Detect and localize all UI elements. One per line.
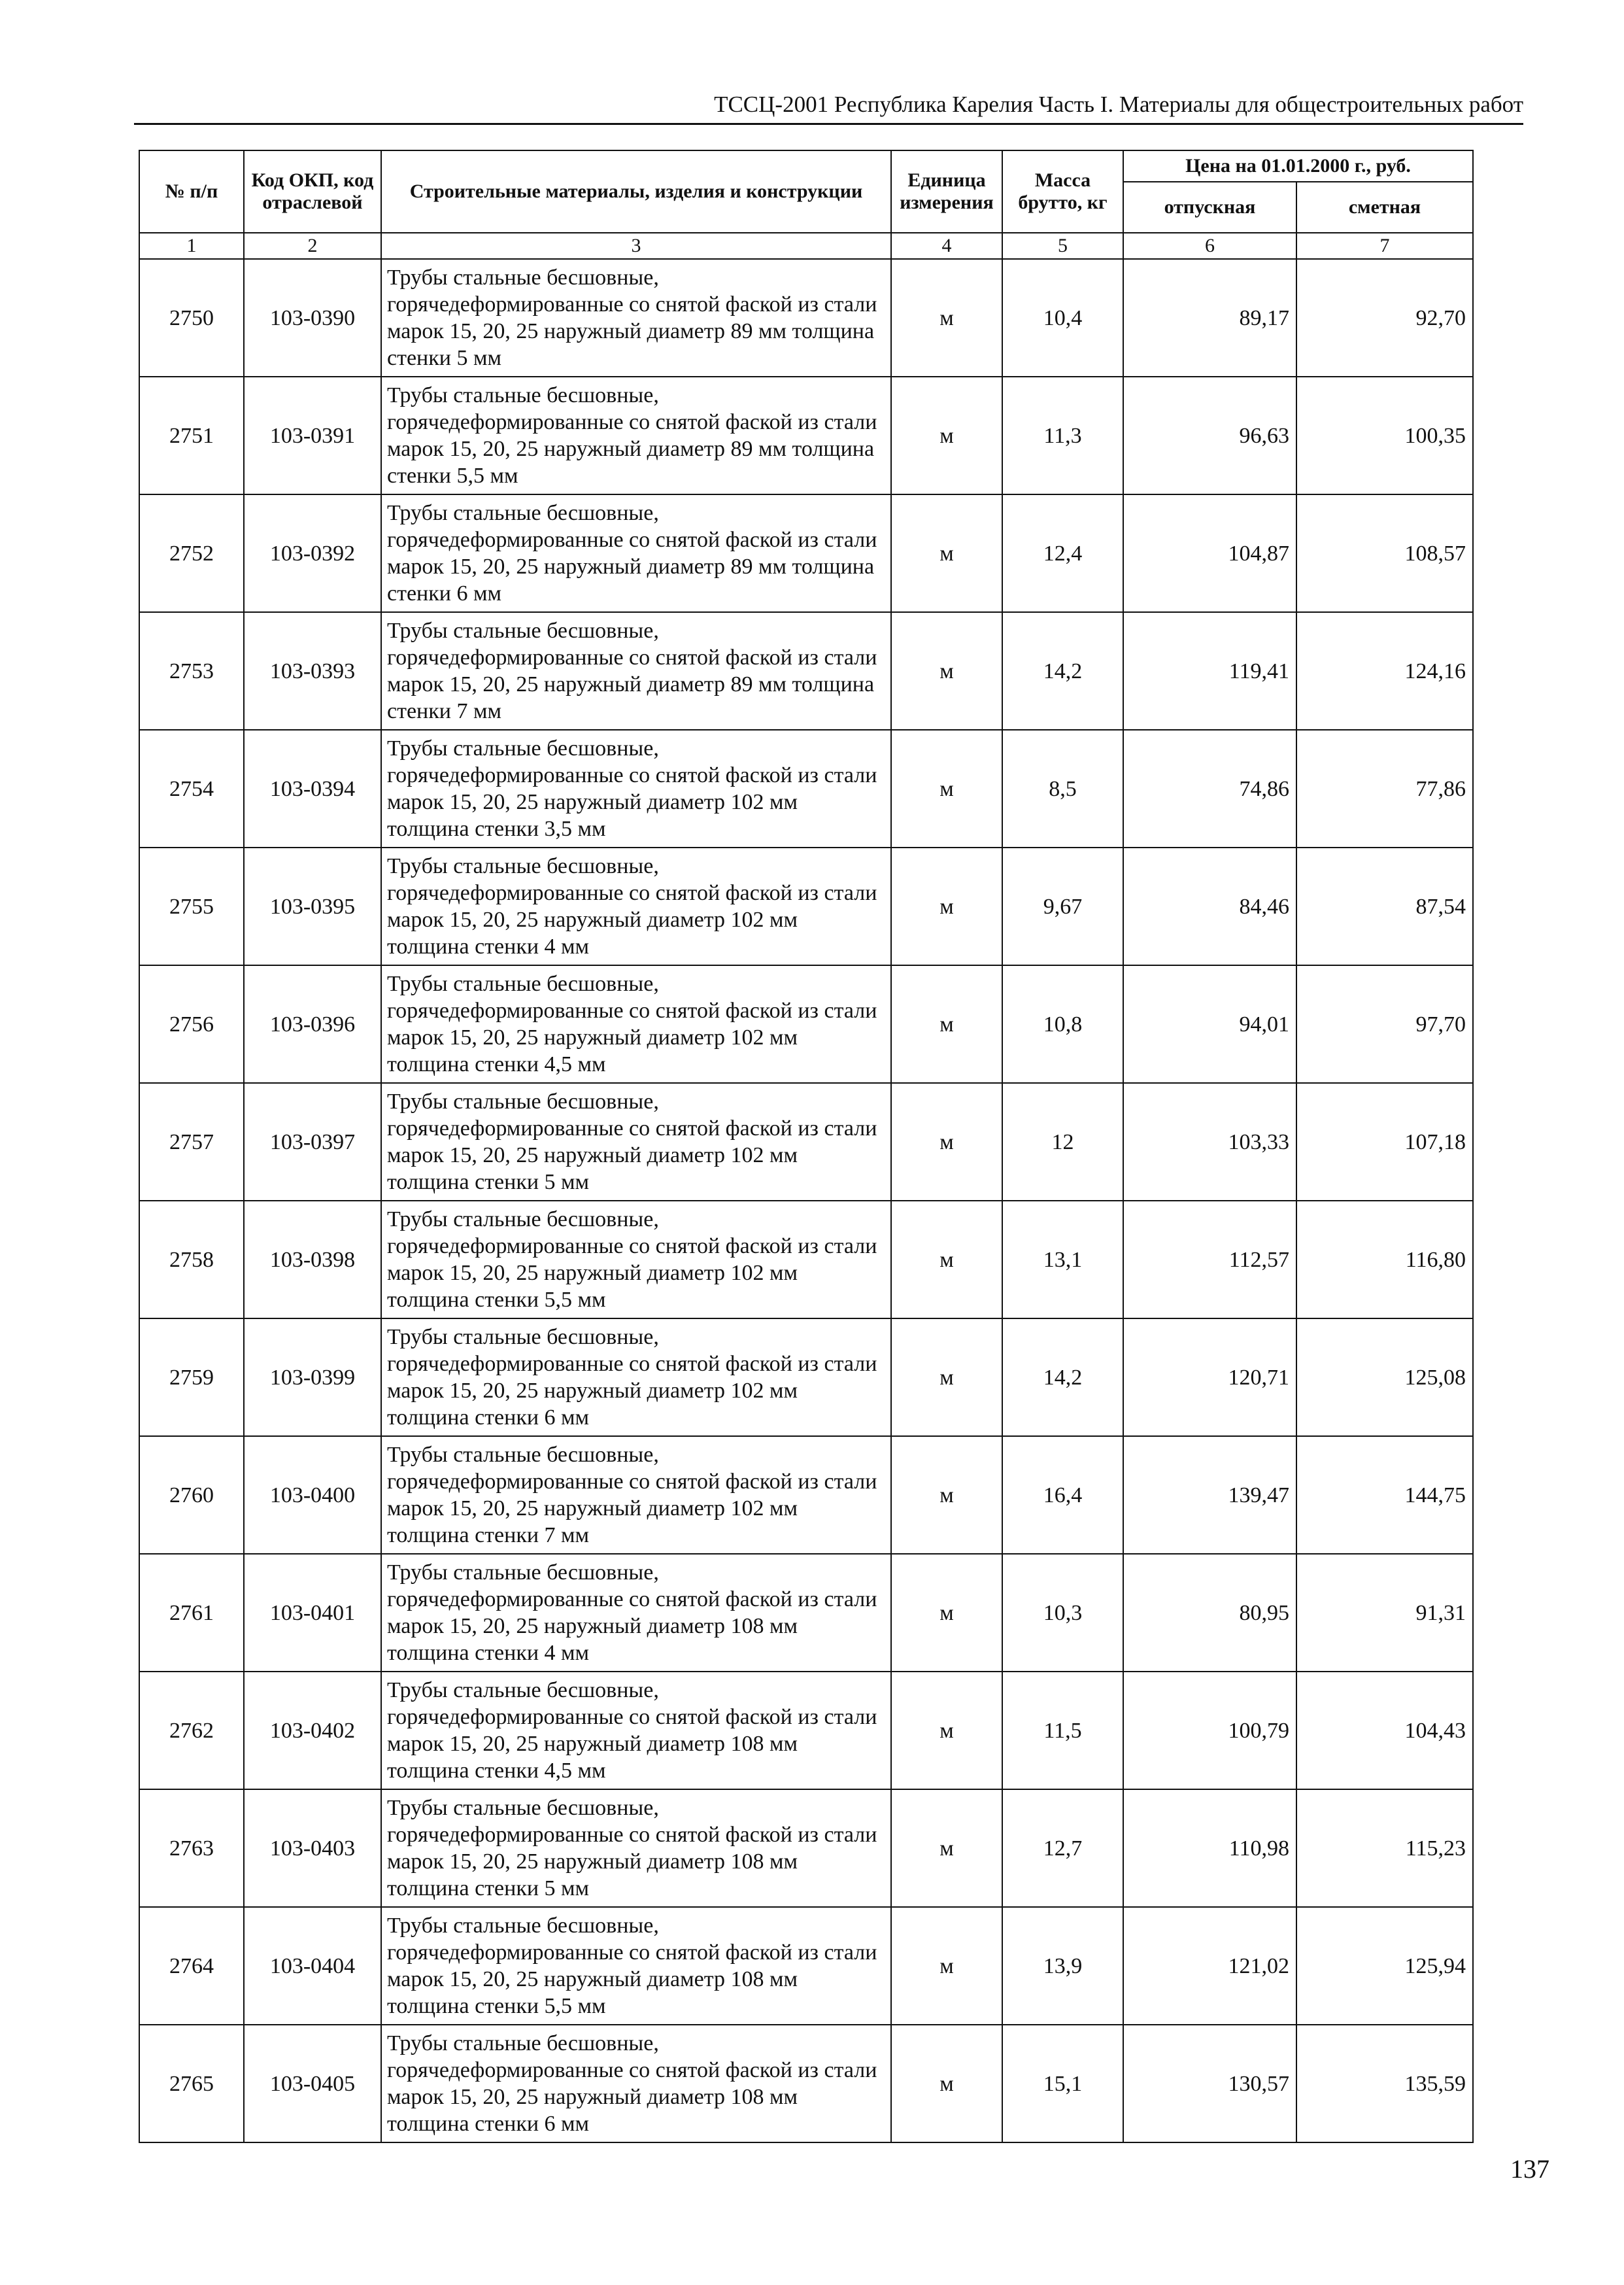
row-desc: Трубы стальные бесшовные, горячедеформированные со снятой фаской из стали марок 15, 20, 25 наружный диаметр 89 мм толщина стенки 5 мм — [381, 259, 891, 377]
row-mass: 10,3 — [1002, 1554, 1123, 1672]
row-num: 2764 — [139, 1907, 244, 2025]
column-index: 7 — [1296, 233, 1473, 259]
row-mass: 16,4 — [1002, 1436, 1123, 1554]
row-price-release: 110,98 — [1123, 1789, 1296, 1907]
row-num: 2753 — [139, 612, 244, 730]
row-price-release: 121,02 — [1123, 1907, 1296, 2025]
row-desc: Трубы стальные бесшовные, горячедеформированные со снятой фаской из стали марок 15, 20, 25 наружный диаметр 102 мм толщина стенки 4,5 мм — [381, 965, 891, 1083]
row-mass: 13,1 — [1002, 1201, 1123, 1318]
row-price-release: 80,95 — [1123, 1554, 1296, 1672]
row-num: 2750 — [139, 259, 244, 377]
column-index: 5 — [1002, 233, 1123, 259]
table-row — [139, 1672, 1473, 1789]
row-mass: 14,2 — [1002, 1318, 1123, 1436]
row-price-estimate: 124,16 — [1296, 612, 1473, 730]
row-unit: м — [891, 1672, 1002, 1789]
row-price-release: 103,33 — [1123, 1083, 1296, 1201]
header-price-group: Цена на 01.01.2000 г., руб. — [1123, 150, 1473, 182]
row-num: 2751 — [139, 377, 244, 494]
table-row — [139, 612, 1473, 730]
row-code: 103-0402 — [244, 1672, 381, 1789]
row-price-estimate: 107,18 — [1296, 1083, 1473, 1201]
row-price-release: 120,71 — [1123, 1318, 1296, 1436]
row-price-release: 94,01 — [1123, 965, 1296, 1083]
row-unit: м — [891, 1318, 1002, 1436]
row-unit: м — [891, 1907, 1002, 2025]
column-index: 1 — [139, 233, 244, 259]
row-code: 103-0398 — [244, 1201, 381, 1318]
header-unit: Единица измерения — [891, 150, 1002, 233]
row-unit: м — [891, 965, 1002, 1083]
table-row — [139, 377, 1473, 494]
header-desc: Строительные материалы, изделия и конструкции — [381, 150, 891, 233]
table-row — [139, 1318, 1473, 1436]
row-unit: м — [891, 1201, 1002, 1318]
row-code: 103-0400 — [244, 1436, 381, 1554]
table-row — [139, 848, 1473, 965]
row-num: 2762 — [139, 1672, 244, 1789]
row-unit: м — [891, 1436, 1002, 1554]
row-desc: Трубы стальные бесшовные, горячедеформированные со снятой фаской из стали марок 15, 20, 25 наружный диаметр 89 мм толщина стенки 6 мм — [381, 494, 891, 612]
row-desc: Трубы стальные бесшовные, горячедеформированные со снятой фаской из стали марок 15, 20, 25 наружный диаметр 102 мм толщина стенки 7 мм — [381, 1436, 891, 1554]
row-price-estimate: 125,94 — [1296, 1907, 1473, 2025]
row-code: 103-0392 — [244, 494, 381, 612]
table-row — [139, 965, 1473, 1083]
row-price-release: 74,86 — [1123, 730, 1296, 848]
page-number: 137 — [1510, 2154, 1549, 2184]
table-row — [139, 259, 1473, 377]
row-price-release: 130,57 — [1123, 2025, 1296, 2142]
row-mass: 10,4 — [1002, 259, 1123, 377]
row-mass: 15,1 — [1002, 2025, 1123, 2142]
table-row — [139, 1201, 1473, 1318]
header-price-estimate: сметная — [1296, 182, 1473, 233]
row-desc: Трубы стальные бесшовные, горячедеформированные со снятой фаской из стали марок 15, 20, 25 наружный диаметр 102 мм толщина стенки 3,5 мм — [381, 730, 891, 848]
row-price-estimate: 125,08 — [1296, 1318, 1473, 1436]
header-num: № п/п — [139, 150, 244, 233]
row-desc: Трубы стальные бесшовные, горячедеформированные со снятой фаской из стали марок 15, 20, 25 наружный диаметр 102 мм толщина стенки 5,5 мм — [381, 1201, 891, 1318]
row-price-estimate: 97,70 — [1296, 965, 1473, 1083]
row-num: 2754 — [139, 730, 244, 848]
row-code: 103-0401 — [244, 1554, 381, 1672]
column-index: 6 — [1123, 233, 1296, 259]
row-price-estimate: 87,54 — [1296, 848, 1473, 965]
row-price-estimate: 92,70 — [1296, 259, 1473, 377]
row-unit: м — [891, 848, 1002, 965]
row-price-estimate: 77,86 — [1296, 730, 1473, 848]
table-row — [139, 1789, 1473, 1907]
column-index: 3 — [381, 233, 891, 259]
row-num: 2755 — [139, 848, 244, 965]
header-mass: Масса брутто, кг — [1002, 150, 1123, 233]
row-price-estimate: 115,23 — [1296, 1789, 1473, 1907]
column-index-row — [139, 233, 1473, 259]
row-price-estimate: 116,80 — [1296, 1201, 1473, 1318]
table-row — [139, 1083, 1473, 1201]
row-unit: м — [891, 612, 1002, 730]
row-desc: Трубы стальные бесшовные, горячедеформированные со снятой фаской из стали марок 15, 20, 25 наружный диаметр 108 мм толщина стенки 4 мм — [381, 1554, 891, 1672]
row-num: 2763 — [139, 1789, 244, 1907]
row-code: 103-0394 — [244, 730, 381, 848]
row-price-estimate: 100,35 — [1296, 377, 1473, 494]
row-price-release: 84,46 — [1123, 848, 1296, 965]
table-header — [139, 150, 1473, 259]
row-code: 103-0405 — [244, 2025, 381, 2142]
row-unit: м — [891, 259, 1002, 377]
header-code: Код ОКП, код отраслевой — [244, 150, 381, 233]
row-code: 103-0404 — [244, 1907, 381, 2025]
row-desc: Трубы стальные бесшовные, горячедеформированные со снятой фаской из стали марок 15, 20, 25 наружный диаметр 89 мм толщина стенки 5,5 мм — [381, 377, 891, 494]
row-mass: 11,5 — [1002, 1672, 1123, 1789]
row-desc: Трубы стальные бесшовные, горячедеформированные со снятой фаской из стали марок 15, 20, 25 наружный диаметр 108 мм толщина стенки 5,5 мм — [381, 1907, 891, 2025]
row-price-estimate: 108,57 — [1296, 494, 1473, 612]
row-num: 2760 — [139, 1436, 244, 1554]
row-unit: м — [891, 1789, 1002, 1907]
table-row — [139, 730, 1473, 848]
row-price-release: 100,79 — [1123, 1672, 1296, 1789]
row-desc: Трубы стальные бесшовные, горячедеформированные со снятой фаской из стали марок 15, 20, 25 наружный диаметр 108 мм толщина стенки 4,5 мм — [381, 1672, 891, 1789]
row-mass: 13,9 — [1002, 1907, 1123, 2025]
row-unit: м — [891, 730, 1002, 848]
row-desc: Трубы стальные бесшовные, горячедеформированные со снятой фаской из стали марок 15, 20, 25 наружный диаметр 102 мм толщина стенки 5 мм — [381, 1083, 891, 1201]
row-price-release: 112,57 — [1123, 1201, 1296, 1318]
row-code: 103-0397 — [244, 1083, 381, 1201]
table-row — [139, 2025, 1473, 2142]
row-code: 103-0395 — [244, 848, 381, 965]
row-price-release: 89,17 — [1123, 259, 1296, 377]
row-mass: 11,3 — [1002, 377, 1123, 494]
row-unit: м — [891, 1554, 1002, 1672]
row-code: 103-0396 — [244, 965, 381, 1083]
row-unit: м — [891, 494, 1002, 612]
column-index: 4 — [891, 233, 1002, 259]
row-desc: Трубы стальные бесшовные, горячедеформированные со снятой фаской из стали марок 15, 20, 25 наружный диаметр 89 мм толщина стенки 7 мм — [381, 612, 891, 730]
row-mass: 14,2 — [1002, 612, 1123, 730]
row-desc: Трубы стальные бесшовные, горячедеформированные со снятой фаской из стали марок 15, 20, 25 наружный диаметр 102 мм толщина стенки 4 мм — [381, 848, 891, 965]
table-row — [139, 1554, 1473, 1672]
row-num: 2765 — [139, 2025, 244, 2142]
row-code: 103-0390 — [244, 259, 381, 377]
row-code: 103-0393 — [244, 612, 381, 730]
row-desc: Трубы стальные бесшовные, горячедеформированные со снятой фаской из стали марок 15, 20, 25 наружный диаметр 108 мм толщина стенки 6 мм — [381, 2025, 891, 2142]
table-body — [139, 259, 1473, 2142]
table-row — [139, 494, 1473, 612]
running-head: ТССЦ-2001 Республика Карелия Часть I. Материалы для общестроительных работ — [134, 92, 1523, 125]
row-price-release: 139,47 — [1123, 1436, 1296, 1554]
row-code: 103-0391 — [244, 377, 381, 494]
row-code: 103-0399 — [244, 1318, 381, 1436]
row-desc: Трубы стальные бесшовные, горячедеформированные со снятой фаской из стали марок 15, 20, 25 наружный диаметр 102 мм толщина стенки 6 мм — [381, 1318, 891, 1436]
row-price-estimate: 91,31 — [1296, 1554, 1473, 1672]
row-mass: 10,8 — [1002, 965, 1123, 1083]
price-table — [139, 150, 1474, 2143]
row-mass: 12 — [1002, 1083, 1123, 1201]
row-unit: м — [891, 2025, 1002, 2142]
header-price-release: отпускная — [1123, 182, 1296, 233]
row-mass: 12,7 — [1002, 1789, 1123, 1907]
row-mass: 12,4 — [1002, 494, 1123, 612]
row-desc: Трубы стальные бесшовные, горячедеформированные со снятой фаской из стали марок 15, 20, 25 наружный диаметр 108 мм толщина стенки 5 мм — [381, 1789, 891, 1907]
row-mass: 9,67 — [1002, 848, 1123, 965]
row-num: 2758 — [139, 1201, 244, 1318]
row-price-estimate: 135,59 — [1296, 2025, 1473, 2142]
row-price-release: 104,87 — [1123, 494, 1296, 612]
row-num: 2761 — [139, 1554, 244, 1672]
column-index: 2 — [244, 233, 381, 259]
row-num: 2757 — [139, 1083, 244, 1201]
row-unit: м — [891, 377, 1002, 494]
row-num: 2759 — [139, 1318, 244, 1436]
row-mass: 8,5 — [1002, 730, 1123, 848]
row-price-release: 96,63 — [1123, 377, 1296, 494]
row-price-estimate: 104,43 — [1296, 1672, 1473, 1789]
table-row — [139, 1436, 1473, 1554]
table-row — [139, 1907, 1473, 2025]
row-code: 103-0403 — [244, 1789, 381, 1907]
row-price-estimate: 144,75 — [1296, 1436, 1473, 1554]
row-num: 2752 — [139, 494, 244, 612]
row-price-release: 119,41 — [1123, 612, 1296, 730]
row-num: 2756 — [139, 965, 244, 1083]
row-unit: м — [891, 1083, 1002, 1201]
